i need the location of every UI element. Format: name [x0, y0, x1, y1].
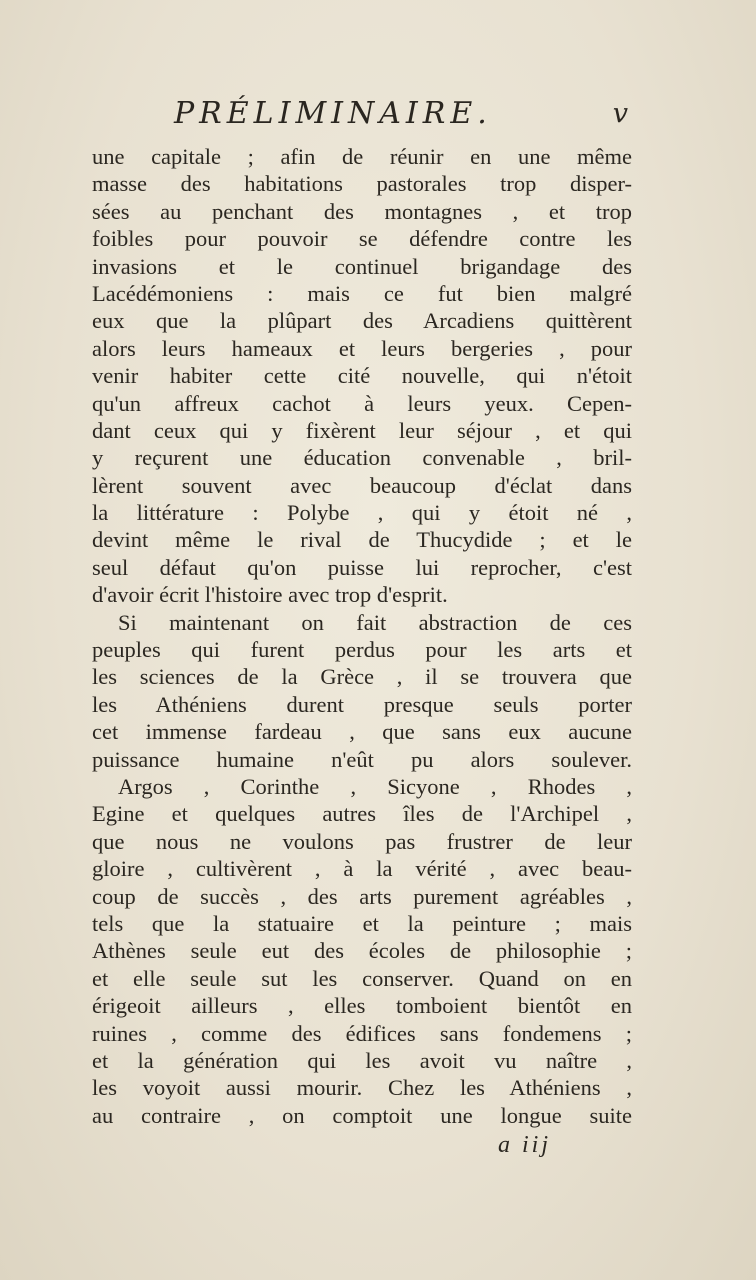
text-line: tels que la statuaire et la peinture ; mais — [92, 910, 632, 936]
text-line: d'avoir écrit l'histoire avec trop d'esprit. — [92, 582, 448, 608]
text-line: venir habiter cette cité nouvelle, qui n'étoit — [92, 363, 632, 389]
text-line: Si maintenant on fait abstraction de ces — [118, 609, 632, 635]
text-line: qu'un affreux cachot à leurs yeux. Cepen- — [92, 390, 632, 416]
text-line: Argos , Corinthe , Sicyone , Rhodes , — [118, 773, 632, 799]
running-head — [92, 96, 632, 136]
text-line: foibles pour pouvoir se défendre contre les — [92, 226, 632, 252]
text-line: la littérature : Polybe , qui y étoit né , — [92, 500, 632, 526]
text-line: sées au penchant des montagnes , et trop — [92, 198, 632, 224]
text-line: ruines , comme des édifices sans fondemens ; — [92, 1020, 632, 1046]
text-line: puissance humaine n'eût pu alors soulever. — [92, 746, 632, 772]
text-line: et elle seule sut les conserver. Quand on en — [92, 965, 632, 991]
text-line: lèrent souvent avec beaucoup d'éclat dans — [92, 472, 632, 498]
text-line: masse des habitations pastorales trop disper- — [92, 171, 632, 197]
text-line: érigeoit ailleurs , elles tomboient bientôt en — [92, 993, 632, 1019]
text-line: Athènes seule eut des écoles de philosophie ; — [92, 938, 632, 964]
text-line: y reçurent une éducation convenable , bril- — [92, 445, 632, 471]
text-line: devint même le rival de Thucydide ; et le — [92, 527, 632, 553]
text-line: que nous ne voulons pas frustrer de leur — [92, 828, 632, 854]
text-line: les Athéniens durent presque seuls porter — [92, 691, 632, 717]
text-line: seul défaut qu'on puisse lui reprocher, c'est — [92, 554, 632, 580]
text-line: gloire , cultivèrent , à la vérité , avec beau- — [92, 856, 632, 882]
text-line: Egine et quelques autres îles de l'Archipel , — [92, 801, 632, 827]
text-line: cet immense fardeau , que sans eux aucune — [92, 719, 632, 745]
text-line: peuples qui furent perdus pour les arts et — [92, 637, 632, 663]
text-line: coup de succès , des arts purement agréables , — [92, 883, 632, 909]
text-line: les sciences de la Grèce , il se trouvera que — [92, 664, 632, 690]
page-number: v — [612, 98, 628, 129]
text-line: invasions et le continuel brigandage des — [92, 253, 632, 279]
signature-mark: a iij — [498, 1132, 552, 1158]
body-text — [92, 143, 632, 1129]
text-line: eux que la plûpart des Arcadiens quittèrent — [92, 308, 632, 334]
text-line: Lacédémoniens : mais ce fut bien malgré — [92, 280, 632, 306]
text-line: une capitale ; afin de réunir en une même — [92, 144, 632, 169]
text-line: au contraire , on comptoit une longue suite — [92, 1102, 632, 1128]
running-title: PRÉLIMINAIRE. — [174, 96, 492, 131]
text-line: les voyoit aussi mourir. Chez les Athéniens , — [92, 1075, 632, 1101]
text-line: alors leurs hameaux et leurs bergeries , pour — [92, 335, 632, 361]
text-line: et la génération qui les avoit vu naître , — [92, 1047, 632, 1073]
text-line: dant ceux qui y fixèrent leur séjour , et qui — [92, 417, 632, 443]
